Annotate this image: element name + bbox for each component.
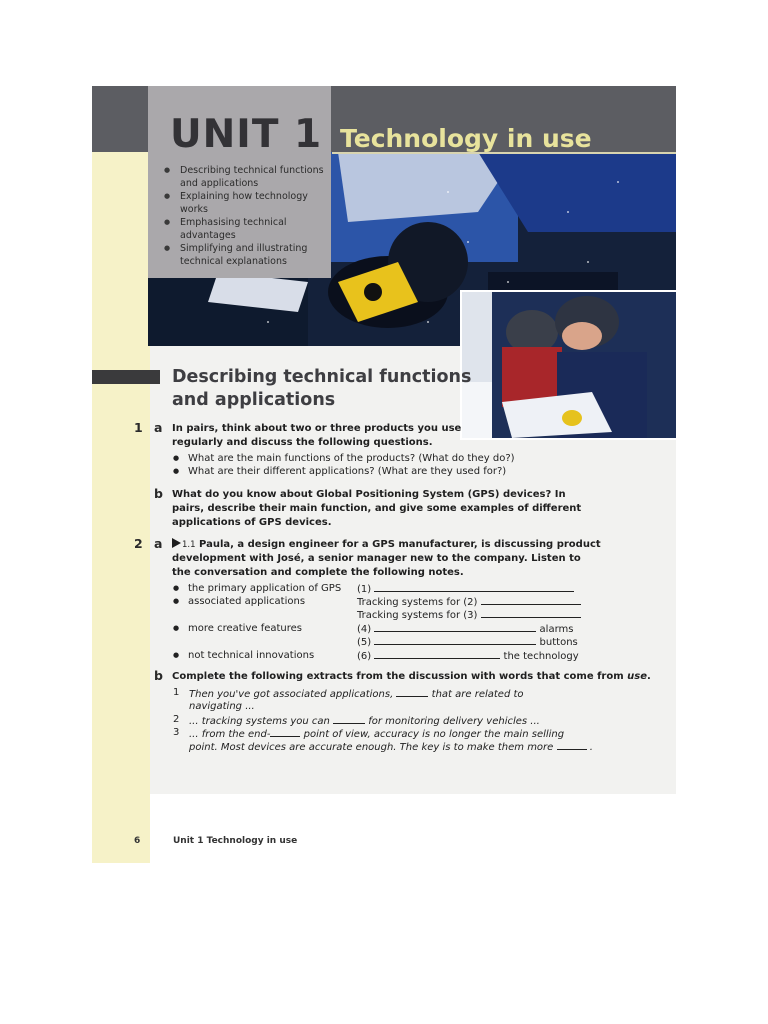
extract-part: Then you've got associated applications, xyxy=(189,689,394,700)
bullet-item: ● What are their different applications? (What are they used for?) xyxy=(188,465,506,478)
note-number: Tracking systems for (3) xyxy=(357,610,478,621)
question-letter: a xyxy=(154,536,163,551)
margin-strip xyxy=(92,146,150,863)
section-title-line: and applications xyxy=(172,390,336,410)
note-number: (6) xyxy=(357,651,372,662)
answer-blank[interactable] xyxy=(396,687,428,697)
note-label: ● not technical innovations xyxy=(188,649,314,662)
unit-topic: Technology in use xyxy=(340,124,592,153)
answer-blank[interactable] xyxy=(481,595,581,605)
extract-text: navigating ... xyxy=(189,701,255,712)
running-footer: Unit 1 Technology in use xyxy=(173,836,298,846)
answer-blank[interactable] xyxy=(481,608,581,618)
target-word: use xyxy=(627,671,647,682)
note-number: Tracking systems for (2) xyxy=(357,597,478,608)
question-line: applications of GPS devices. xyxy=(172,517,332,528)
footer-band xyxy=(92,794,676,863)
note-answer xyxy=(357,649,579,663)
question-line: development with José, a senior manager new to the company. Listen to xyxy=(172,553,581,564)
question-line: Complete the following extracts from the discussion with words that come from xyxy=(172,671,624,682)
extract-part: for monitoring delivery vehicles ... xyxy=(368,716,540,727)
textbook-page xyxy=(92,86,676,863)
answer-blank[interactable] xyxy=(374,649,500,659)
answer-blank[interactable] xyxy=(557,740,587,750)
question-letter: b xyxy=(154,668,163,683)
unit-title: UNIT 1 xyxy=(170,112,323,157)
extract-text xyxy=(189,714,540,728)
objective-item: ● Emphasising technical advantages xyxy=(162,216,332,242)
note-label: ● the primary application of GPS xyxy=(188,582,341,595)
question-line xyxy=(172,538,601,552)
note-answer xyxy=(357,595,581,609)
answer-blank[interactable] xyxy=(333,714,365,724)
note-answer xyxy=(357,582,574,596)
extract-number: 1 xyxy=(173,687,180,698)
note-number: (4) xyxy=(357,624,372,635)
note-label: ● more creative features xyxy=(188,622,302,635)
note-answer xyxy=(357,622,573,636)
page-number: 6 xyxy=(134,836,141,846)
extract-text xyxy=(189,727,564,741)
question-letter: a xyxy=(154,420,163,435)
play-audio-icon xyxy=(172,538,181,548)
section-bar xyxy=(92,370,160,384)
question-number: 1 xyxy=(134,420,143,435)
extract-part: point. Most devices are accurate enough. The key is to make them more xyxy=(189,742,554,753)
track-number: 1.1 xyxy=(182,540,196,550)
extract-number: 2 xyxy=(173,714,180,725)
objective-item: ● Explaining how technology works xyxy=(162,190,332,216)
bullet-item: ● What are the main functions of the products? (What do they do?) xyxy=(188,452,515,465)
extract-part: ... tracking systems you can xyxy=(189,716,330,727)
question-text xyxy=(172,488,581,530)
objective-item: ● Describing technical functions and applications xyxy=(162,164,332,190)
extract-part: point of view, accuracy is no longer the main selling xyxy=(303,729,565,740)
question-text xyxy=(172,422,461,450)
objective-item: ● Simplifying and illustrating technical explanations xyxy=(162,242,332,268)
section-title xyxy=(172,366,471,412)
inset-photo xyxy=(460,290,676,440)
note-answer xyxy=(357,608,581,622)
question-line: pairs, describe their main function, and give some examples of different xyxy=(172,503,582,514)
note-answer xyxy=(357,635,578,649)
answer-blank[interactable] xyxy=(270,727,300,737)
note-number: (1) xyxy=(357,584,372,595)
footer-margin xyxy=(92,794,150,863)
question-text xyxy=(172,538,601,580)
question-letter: b xyxy=(154,486,163,501)
question-text: Complete the following extracts from the discussion with words that come from use. xyxy=(172,671,651,682)
extract-part: that are related to xyxy=(431,689,524,700)
note-number: (5) xyxy=(357,637,372,648)
answer-blank[interactable] xyxy=(374,622,536,632)
extract-text xyxy=(189,687,524,701)
note-tail: alarms xyxy=(539,624,574,635)
extract-part: ... from the end- xyxy=(189,729,271,740)
question-line: In pairs, think about two or three products you use xyxy=(172,423,462,434)
extract-text xyxy=(189,740,593,754)
question-number: 2 xyxy=(134,536,143,551)
extract-number: 3 xyxy=(173,727,180,738)
answer-blank[interactable] xyxy=(374,635,536,645)
question-line: regularly and discuss the following questions. xyxy=(172,437,433,448)
objectives-list xyxy=(162,164,332,268)
answer-blank[interactable] xyxy=(374,582,574,592)
note-tail: buttons xyxy=(539,637,578,648)
question-line: What do you know about Global Positioning System (GPS) devices? In xyxy=(172,489,566,500)
note-tail: the technology xyxy=(503,651,579,662)
extract-part: . xyxy=(589,742,593,753)
section-title-line: Describing technical functions xyxy=(172,367,472,387)
question-line: the conversation and complete the following notes. xyxy=(172,567,464,578)
question-line-text: Paula, a design engineer for a GPS manufacturer, is discussing product xyxy=(199,539,601,550)
note-label: ● associated applications xyxy=(188,595,305,608)
